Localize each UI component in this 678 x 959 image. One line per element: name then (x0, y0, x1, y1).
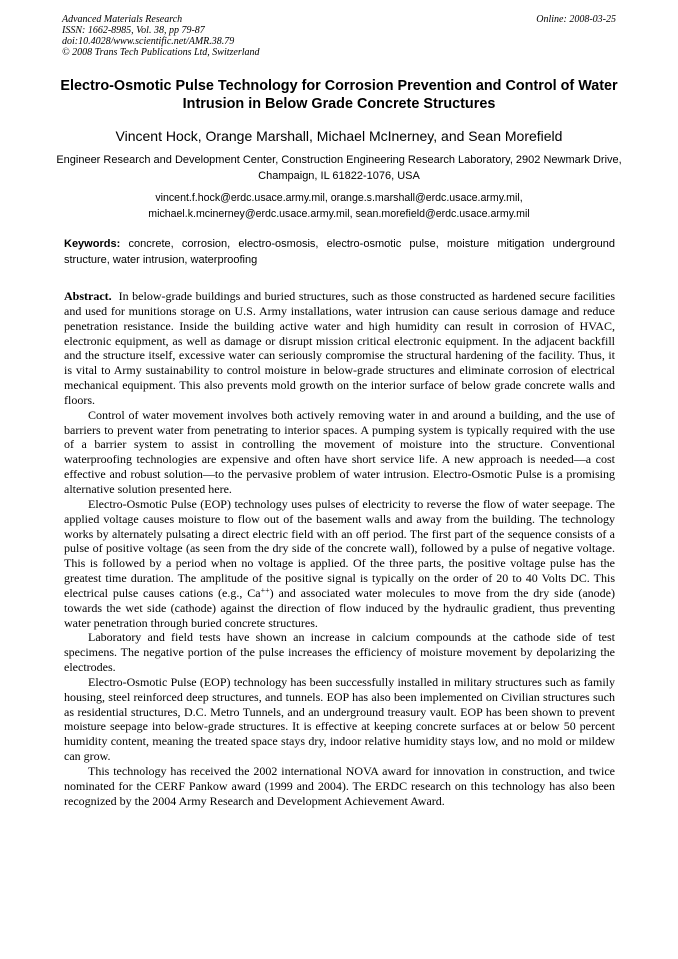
journal-header (62, 14, 616, 58)
author-list: Vincent Hock, Orange Marshall, Michael McInerney, and Sean Morefield (115, 128, 563, 144)
copyright-line: © 2008 Trans Tech Publications Ltd, Switzerland (62, 47, 260, 58)
abstract-paragraph-2: Control of water movement involves both actively removing water in and around a building, and the use of barriers to prevent water from penetrating to interior spaces. A pumping system is typically required with the use of a barrier system to assist in controlling the movement of moisture into the structure. Conventional waterproofing technologies are expensive and often have short service life. A new approach is needed—a cost effective and robust solution—to the pervasive problem of water intrusion. Electro-Osmotic Pulse is a promising alternative solution presented here. (64, 407, 615, 496)
abstract-paragraph-4: Laboratory and field tests have shown an increase in calcium compounds at the cathode side of test specimens. The negative portion of the pulse increases the efficiency of moisture movement by depolarizing the electrodes. (64, 630, 615, 675)
abstract-p3-text-a: Electro-Osmotic Pulse (EOP) technology uses pulses of electricity to reverse the flow of water seepage. The applied voltage causes moisture to flow out of the basement walls and away from the building. The technology works by alternately pulsating a direct electric field with an off period. The first part of the sequence consists of a pulse of positive voltage (as seen from the dry side of the concrete wall), followed by a pulse of negative voltage. This is followed by a period when no voltage is applied. Of the three parts, the positive voltage pulse has the greatest time duration. The amplitude of the positive signal is typically on the order of 20 to 40 Volts DC. This electrical pulse causes cations (e.g., Ca (64, 496, 615, 600)
affiliation: Engineer Research and Development Center, Construction Engineering Research Laboratory, 2902 Newmark Drive, Champaign, IL 61822-1076, USA (56, 154, 622, 182)
keywords (64, 237, 615, 268)
abstract-section (64, 289, 615, 809)
abstract-paragraph-6: This technology has received the 2002 international NOVA award for innovation in construction, and twice nominated for the CERF Pankow award (1999 and 2004). The ERDC research on this technology has also been recognized by the 2004 Army Research and Development Achievement Award. (64, 764, 615, 808)
doi-line: doi:10.4028/www.scientific.net/AMR.38.79 (62, 36, 235, 47)
abstract-label: Abstract. (64, 289, 112, 303)
abstract-paragraph-5: Electro-Osmotic Pulse (EOP) technology has been successfully installed in military structures such as family housing, steel reinforced deep structures, and tunnels. EOP has also been implemented on Civilian structures such as residential structures, D.C. Metro Tunnels, and an underground treasury vault. EOP has been shown to prevent moisture seepage into below-grade structures. It is effective at keeping concrete surfaces at or below 50 percent humidity content, meaning the treated space stays dry, indoor relative humidity stays low, and no mold or mildew can grow. (64, 674, 615, 764)
paper-title: Electro-Osmotic Pulse Technology for Corrosion Prevention and Control of Water Intrusion in Below Grade Concrete Structures (60, 78, 618, 112)
online-date: Online: 2008-03-25 (536, 14, 616, 25)
journal-name: Advanced Materials Research (62, 14, 183, 25)
email-line-1: vincent.f.hock@erdc.usace.army.mil, orange.s.marshall@erdc.usace.army.mil, (155, 192, 523, 204)
abstract-paragraph-3 (64, 497, 615, 631)
abstract-p1-text: In below-grade buildings and buried structures, such as those constructed as hardened secure facilities and used for munitions storage on U.S. Army installations, water intrusion can cause serious damage and reduce penetration resistance. Inside the building active water and high humidity can result in corrosion of HVAC, electronic equipment, as well as damage or disrupt mission critical electronic equipment. In the adjacent backfill and the structure itself, excessive water can seriously compromise the structural hardening of the facility. Thus, it is vital to Army sustainability to control moisture in below-grade structures and eliminate corrosion of electrical mechanical equipment. This also prevents mold growth on the interior surface of below grade concrete walls and floors. (64, 289, 615, 407)
calcium-charge-superscript: ++ (260, 585, 270, 595)
keywords-label: Keywords: (64, 238, 121, 250)
keywords-text: concrete, corrosion, electro-osmosis, electro-osmotic pulse, moisture mitigation underground structure, water intrusion, waterproofing (64, 238, 615, 266)
issn-line: ISSN: 1662-8985, Vol. 38, pp 79-87 (62, 25, 205, 36)
abstract-p3-text-b: ) and associated water molecules to move from the dry side (anode) towards the wet side (cathode) against the direction of flow induced by the hydraulic gradient, thus preventing water penetration through buried concrete structures. (64, 585, 615, 630)
publication-info (62, 14, 616, 58)
author-emails (48, 191, 630, 222)
abstract-paragraph-1 (64, 289, 615, 408)
email-line-2: michael.k.mcinerney@erdc.usace.army.mil, sean.morefield@erdc.usace.army.mil (148, 207, 530, 220)
